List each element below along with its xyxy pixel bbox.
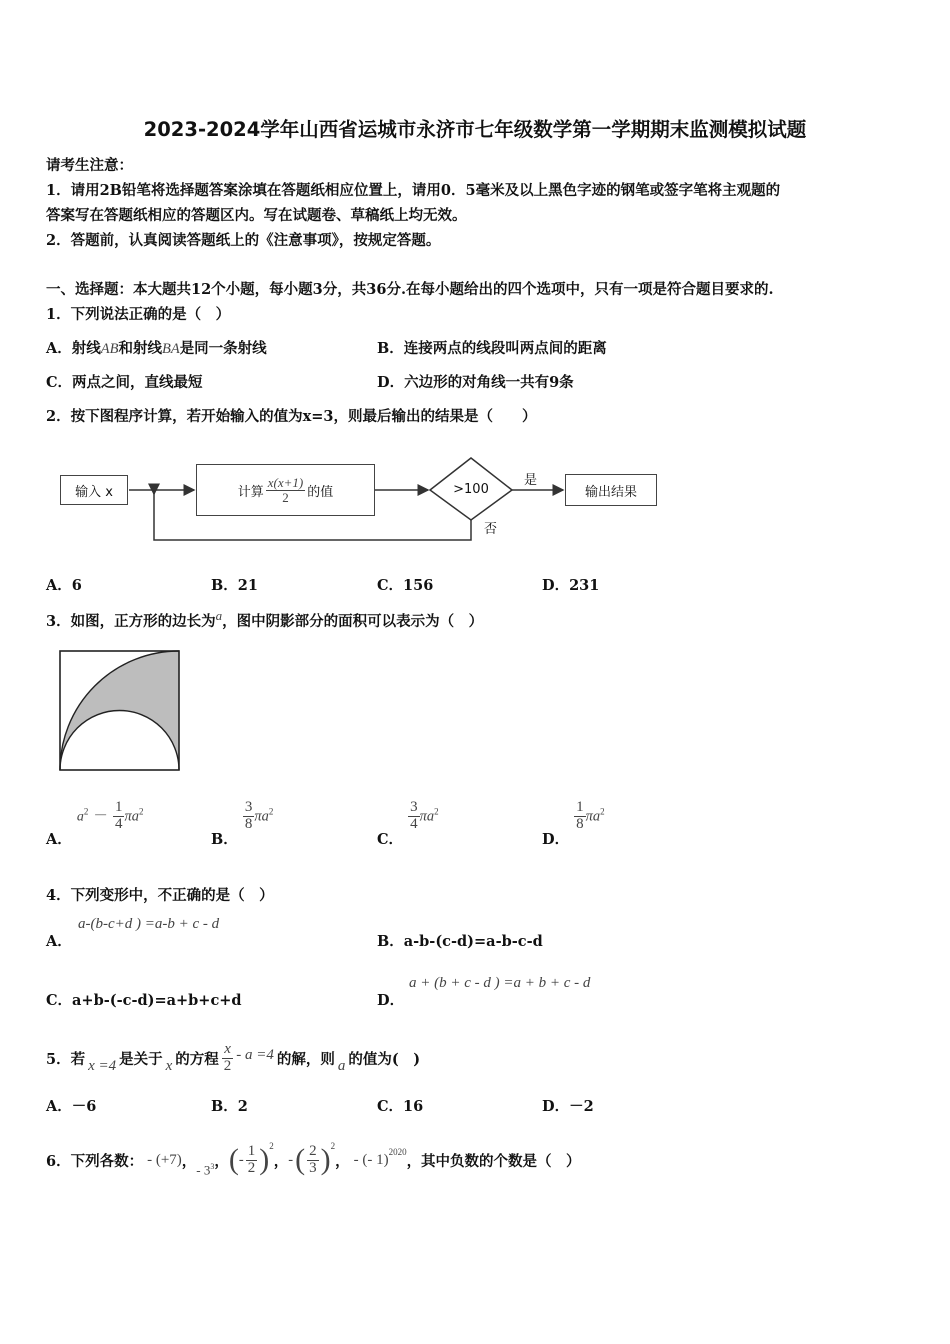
- flowchart-output-label: 输出结果: [584, 484, 637, 500]
- q3-b-den: 8: [244, 815, 253, 832]
- q3-d-exp: 2: [600, 806, 605, 817]
- page-title: 2023-2024学年山西省运城市永济市七年级数学第一学期期末监测模拟试题: [143, 118, 807, 141]
- question-5-option-d: D．－2: [542, 1098, 594, 1115]
- q3-b-fraction: [243, 800, 255, 833]
- q6-e4-exp: 2: [330, 1141, 336, 1151]
- question-1-option-b: B．连接两点的线段叫两点间的距离: [377, 340, 607, 357]
- question-5-option-a: A．－6: [46, 1098, 97, 1115]
- q5-fraction-num: x: [222, 1042, 234, 1059]
- q6-comma-1: ，: [181, 1152, 197, 1170]
- q1-a-text-3: 是同一条射线: [179, 340, 267, 357]
- q3-d-num: 1: [576, 799, 584, 815]
- q6-e4-den: 3: [309, 1159, 317, 1176]
- q5-text-4: 的解，则: [276, 1050, 335, 1068]
- question-4-option-a-expr: a-(b-c+d ) =a-b + c - d: [78, 916, 220, 932]
- q3-stem-text-2: ，图中阴影部分的面积可以表示为（ ）: [222, 612, 484, 630]
- q6-text-2: ，其中负数的个数是（ ）: [406, 1152, 581, 1170]
- q5-text-5: 的值为( ): [348, 1050, 421, 1068]
- q3-b-exp: 2: [268, 806, 274, 817]
- q6-e5-base: - (- 1): [353, 1151, 389, 1168]
- question-5-option-b: B．2: [211, 1098, 248, 1115]
- q3-d-den: 8: [576, 815, 584, 832]
- q3-a-den: 4: [114, 815, 123, 832]
- question-4-stem: 4．下列变形中，不正确的是（ ）: [46, 887, 274, 904]
- q3-a-fraction: [113, 800, 125, 833]
- q6-e3-minus: -: [238, 1151, 244, 1168]
- q6-e2-base: - 3: [196, 1162, 211, 1178]
- q6-e4-num: 2: [309, 1142, 317, 1159]
- notice-item-1-line-1: 1．请用2B铅笔将选择题答案涂填在答题纸相应位置上，请用0．5毫米及以上黑色字迹的钢笔或签字笔将主观题的: [46, 182, 781, 199]
- section-1-heading: 一、选择题：本大题共12个小题，每小题3分，共36分.在每小题给出的四个选项中，只有一项是符合题目要求的.: [46, 281, 774, 298]
- q6-expr-neg-3-cubed: [196, 1162, 214, 1178]
- q3-a-exp: 2: [83, 806, 89, 817]
- question-1-option-d: D．六边形的对角线一共有9条: [377, 374, 574, 391]
- q6-e3-fraction: [246, 1144, 258, 1177]
- q6-e4-minus: -: [288, 1151, 294, 1168]
- notice-item-1-line-2: 答案写在答题纸相应的答题区内。写在试题卷、草稿纸上均无效。: [46, 207, 467, 224]
- q6-e3-den: 2: [247, 1159, 256, 1176]
- question-3-option-c: [377, 799, 439, 849]
- flowchart-output-box: [565, 474, 657, 506]
- question-2-option-c: C．156: [377, 577, 434, 594]
- q3-a-minus: －: [93, 808, 108, 825]
- q3-c-num: 3: [410, 799, 418, 815]
- q6-comma-3: ，: [273, 1152, 289, 1170]
- q3-c-den: 4: [410, 815, 418, 832]
- q3-a-num: 1: [114, 799, 123, 815]
- q6-e3-num: 1: [247, 1142, 256, 1159]
- q5-var-x: x: [165, 1057, 173, 1074]
- q3-d-fraction: [574, 800, 586, 833]
- question-4-option-c: C．a+b-(-c-d)=a+b+c+d: [46, 992, 242, 1009]
- q5-text-2: 是关于: [119, 1050, 163, 1068]
- flowchart-input-box: [60, 475, 128, 505]
- flowchart-calc-denominator: 2: [282, 489, 289, 505]
- q5-var-a: a: [337, 1057, 346, 1074]
- question-2-stem: 2．按下图程序计算，若开始输入的值为x=3，则最后输出的结果是（ ）: [46, 408, 537, 425]
- q3-a-pi-exp: 2: [138, 806, 144, 817]
- q3-stem-text-1: 3．如图，正方形的边长为: [46, 612, 216, 630]
- q5-text-1: 5．若: [46, 1050, 86, 1068]
- question-4-option-d-expr: a + (b + c - d ) =a + b + c - d: [409, 975, 591, 991]
- q1-a-ray-ab: AB: [100, 341, 119, 357]
- q6-e2-exp: 3: [210, 1161, 215, 1171]
- question-5-option-c: C．16: [377, 1098, 424, 1115]
- question-3-stem: [46, 608, 483, 631]
- q3-c-fraction: [408, 800, 420, 833]
- q6-e4-fraction: [307, 1144, 319, 1177]
- q6-text-1: 6．下列各数：: [46, 1152, 144, 1170]
- question-2-option-d: D．231: [542, 577, 600, 594]
- q6-e3-lparen: (: [228, 1143, 239, 1176]
- flowchart-calc-box: [196, 464, 375, 516]
- q3-c-label: C．: [377, 831, 404, 849]
- q3-b-label: B．: [211, 831, 238, 849]
- q6-e4-rparen: ): [320, 1143, 331, 1176]
- question-3-option-a: [46, 799, 144, 849]
- q3-c-pi-a: πa: [419, 808, 435, 825]
- question-3-option-b: [211, 799, 274, 849]
- question-5-stem: [46, 1038, 420, 1078]
- q5-text-3: 的方程: [175, 1050, 219, 1068]
- question-6-stem: [46, 1132, 581, 1188]
- q6-comma-2: ，: [214, 1152, 229, 1170]
- q6-expr-neg-plus-7: - (+7): [147, 1151, 182, 1168]
- flowchart-condition-label: >100: [453, 482, 489, 497]
- q3-a-a: a: [76, 809, 84, 825]
- flowchart-input-label: 输入 x: [75, 484, 113, 500]
- flowchart-calc-prefix: 计算: [237, 484, 264, 500]
- question-1-option-c: C．两点之间，直线最短: [46, 374, 203, 391]
- question-2-option-a: A．6: [46, 577, 82, 594]
- notice-heading: 请考生注意：: [46, 157, 133, 174]
- q3-c-exp: 2: [434, 806, 439, 817]
- flowchart-calc-numerator: x(x+1): [267, 474, 304, 490]
- q3-b-num: 3: [244, 799, 253, 815]
- flowchart-no-label: 否: [484, 522, 498, 537]
- q3-stem-var-a: a: [215, 608, 223, 623]
- question-4-option-b: B．a-b-(c-d)=a-b-c-d: [377, 933, 543, 950]
- q3-b-pi-a: πa: [254, 808, 269, 825]
- flowchart-calc-suffix: 的值: [307, 484, 334, 500]
- question-3-option-d: [542, 799, 605, 849]
- square-shaded-figure: [59, 650, 181, 772]
- q1-a-ray-ba: BA: [161, 341, 180, 357]
- q3-a-label: A．: [46, 831, 72, 849]
- flowchart-calc-fraction: [266, 476, 305, 504]
- q6-comma-4: ，: [335, 1152, 350, 1170]
- q6-e3-exp: 2: [269, 1141, 274, 1151]
- q1-a-text-2: 和射线: [118, 340, 162, 357]
- flowchart-yes-label: 是: [524, 473, 538, 488]
- q5-expr-x-eq-4: x =4: [88, 1057, 117, 1074]
- q3-d-label: D．: [542, 831, 570, 849]
- q5-fraction: [222, 1042, 234, 1075]
- q6-e4-lparen: (: [295, 1143, 306, 1176]
- q6-e3-rparen: ): [259, 1143, 270, 1176]
- q1-a-text-1: A．射线: [46, 340, 101, 357]
- question-4-option-a-label: A．: [46, 933, 72, 950]
- question-1-stem: 1．下列说法正确的是（ ）: [46, 306, 231, 323]
- q5-expr-minus-a: - a =4: [236, 1046, 274, 1063]
- notice-item-2: 2．答题前，认真阅读答题纸上的《注意事项》，按规定答题。: [46, 232, 441, 249]
- question-4-option-d-label: D．: [377, 992, 405, 1009]
- question-2-option-b: B．21: [211, 577, 258, 594]
- question-1-option-a: [46, 337, 267, 358]
- q3-d-pi-a: πa: [585, 808, 601, 825]
- q3-a-pi-a: πa: [124, 808, 139, 825]
- q5-fraction-den: 2: [223, 1057, 232, 1074]
- q6-e5-exp: 2020: [388, 1147, 407, 1157]
